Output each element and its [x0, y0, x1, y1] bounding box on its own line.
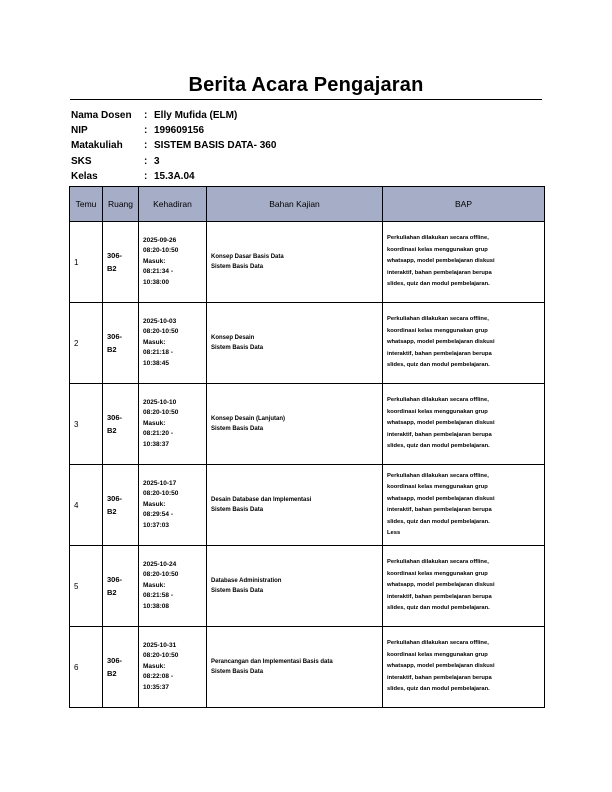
kehadiran-line: 10:35:37: [143, 683, 170, 691]
cell-ruang: [103, 465, 139, 546]
attendance-table: [69, 186, 545, 708]
cell-bap: [383, 627, 545, 708]
kehadiran-line: 08:21:34 -: [143, 268, 173, 276]
bap-line: whatsapp, model pembelajaran diskusi: [387, 339, 495, 346]
ruang-line: 306-: [107, 251, 123, 260]
bap-line: Perkuliahan dilakukan secara offline,: [387, 397, 489, 404]
cell-bahan-kajian: [207, 384, 383, 465]
info-colon: :: [144, 140, 148, 152]
bap-line: whatsapp, model pembelajaran diskusi: [387, 495, 495, 502]
info-row-kelas: [71, 169, 276, 184]
bahan-line: Sistem Basis Data: [211, 345, 264, 351]
kehadiran-line: Masuk:: [143, 500, 166, 508]
ruang-line: 306-: [107, 656, 123, 665]
table-row: [70, 546, 545, 627]
cell-bahan-kajian: [207, 465, 383, 546]
bahan-line: Database Administration: [211, 577, 282, 584]
table-row: [70, 222, 545, 303]
kehadiran-line: 08:20-10:50: [143, 571, 179, 579]
bap-line: Less: [387, 530, 401, 536]
bap-line: whatsapp, model pembelajaran diskusi: [387, 258, 495, 265]
kehadiran-line: 08:21:20 -: [143, 430, 173, 438]
info-label: Kelas: [71, 170, 98, 182]
ruang-line: 306-: [107, 332, 123, 341]
table-row: [70, 384, 545, 465]
table-row: [70, 303, 545, 384]
header-bahan-kajian: Bahan Kajian: [207, 187, 383, 222]
bahan-line: Sistem Basis Data: [211, 588, 264, 594]
bap-line: slides, quiz dan modul pembelajaran.: [387, 518, 490, 525]
bap-line: Perkuliahan dilakukan secara offline,: [387, 640, 489, 647]
info-row-nama-dosen: [71, 108, 276, 123]
bahan-line: Sistem Basis Data: [211, 507, 264, 513]
cell-kehadiran: [139, 303, 207, 384]
cell-kehadiran: [139, 384, 207, 465]
bap-line: Perkuliahan dilakukan secara offline,: [387, 316, 489, 323]
info-row-nip: [71, 123, 276, 138]
cell-kehadiran: [139, 627, 207, 708]
kehadiran-line: Masuk:: [143, 662, 166, 670]
bap-line: whatsapp, model pembelajaran diskusi: [387, 420, 495, 427]
kehadiran-line: 10:38:08: [143, 602, 170, 610]
info-label: Nama Dosen: [71, 110, 132, 121]
header-temu: Temu: [70, 187, 103, 222]
kehadiran-line: 08:29:54 -: [143, 511, 173, 519]
cell-temu: 4: [70, 465, 103, 546]
info-row-matakuliah: [71, 138, 276, 153]
bap-line: koordinasi kelas menggunakan grup: [387, 484, 488, 490]
table-body: [70, 222, 545, 708]
kehadiran-line: 10:38:45: [143, 359, 170, 367]
ruang-line: B2: [107, 426, 117, 435]
info-value: 15.3A.04: [154, 170, 195, 182]
kehadiran-line: 08:20-10:50: [143, 247, 179, 255]
kehadiran-line: 08:20-10:50: [143, 328, 179, 336]
cell-temu: 3: [70, 384, 103, 465]
kehadiran-line: 08:22:08 -: [143, 673, 173, 681]
ruang-line: 306-: [107, 413, 123, 422]
cell-bahan-kajian: [207, 627, 383, 708]
info-value: 199609156: [154, 125, 205, 137]
kehadiran-line: 10:38:00: [143, 278, 170, 286]
bap-line: Perkuliahan dilakukan secara offline,: [387, 559, 489, 566]
info-value: SISTEM BASIS DATA- 360: [154, 140, 277, 152]
kehadiran-line: Masuk:: [143, 257, 166, 265]
kehadiran-line: Masuk:: [143, 581, 166, 589]
bahan-line: Desain Database dan Implementasi: [211, 496, 312, 503]
bap-line: whatsapp, model pembelajaran diskusi: [387, 663, 495, 670]
kehadiran-line: 2025-10-31: [143, 641, 177, 649]
kehadiran-line: 08:20-10:50: [143, 490, 179, 498]
cell-bap: [383, 384, 545, 465]
cell-bap: [383, 222, 545, 303]
bap-line: whatsapp, model pembelajaran diskusi: [387, 582, 495, 589]
info-label: NIP: [71, 125, 88, 137]
cell-kehadiran: [139, 222, 207, 303]
ruang-line: B2: [107, 669, 117, 678]
cell-temu: 5: [70, 546, 103, 627]
bap-line: Perkuliahan dilakukan secara offline,: [387, 235, 489, 242]
cell-kehadiran: [139, 465, 207, 546]
bahan-line: Konsep Desain: [211, 334, 255, 341]
info-value: Elly Mufida (ELM): [154, 110, 238, 121]
bap-line: koordinasi kelas menggunakan grup: [387, 327, 488, 334]
kehadiran-line: 10:38:37: [143, 440, 170, 448]
info-colon: :: [144, 155, 148, 167]
table-header-row: [70, 187, 545, 222]
cell-temu: 1: [70, 222, 103, 303]
kehadiran-line: 08:20-10:50: [143, 409, 179, 417]
bahan-line: Perancangan dan Implementasi Basis data: [211, 658, 333, 665]
info-colon: :: [144, 110, 148, 121]
header-kehadiran: Kehadiran: [139, 187, 207, 222]
cell-temu: 6: [70, 627, 103, 708]
header-bap: BAP: [383, 187, 545, 222]
info-block: [71, 108, 276, 184]
cell-bap: [383, 303, 545, 384]
kehadiran-line: 08:20-10:50: [143, 652, 179, 660]
ruang-line: B2: [107, 588, 117, 597]
cell-ruang: [103, 627, 139, 708]
ruang-line: B2: [107, 345, 117, 354]
cell-bap: [383, 546, 545, 627]
bap-line: interaktif, bahan pembelajaran berupa: [387, 507, 492, 513]
cell-bahan-kajian: [207, 222, 383, 303]
kehadiran-line: 2025-10-24: [143, 560, 177, 568]
kehadiran-line: 10:37:03: [143, 521, 170, 529]
page-title: Berita Acara Pengajaran: [188, 74, 424, 96]
ruang-line: B2: [107, 264, 117, 273]
cell-ruang: [103, 222, 139, 303]
bap-line: slides, quiz dan modul pembelajaran.: [387, 443, 490, 450]
bap-line: interaktif, bahan pembelajaran berupa: [387, 593, 492, 600]
ruang-line: 306-: [107, 575, 123, 584]
kehadiran-line: 2025-10-17: [143, 479, 177, 487]
info-label: SKS: [71, 155, 92, 167]
bap-line: koordinasi kelas menggunakan grup: [387, 246, 488, 253]
bahan-line: Sistem Basis Data: [211, 264, 264, 270]
info-colon: :: [144, 170, 148, 182]
kehadiran-line: 08:21:58 -: [143, 592, 173, 600]
kehadiran-line: 08:21:18 -: [143, 349, 173, 357]
kehadiran-line: Masuk:: [143, 419, 166, 427]
cell-bap: [383, 465, 545, 546]
cell-ruang: [103, 546, 139, 627]
kehadiran-line: Masuk:: [143, 338, 166, 346]
bap-line: Perkuliahan dilakukan secara offline,: [387, 472, 489, 479]
cell-temu: 2: [70, 303, 103, 384]
cell-kehadiran: [139, 546, 207, 627]
bap-line: slides, quiz dan modul pembelajaran.: [387, 281, 490, 288]
info-row-sks: [71, 154, 276, 169]
info-colon: :: [144, 125, 148, 137]
bap-line: slides, quiz dan modul pembelajaran.: [387, 605, 490, 612]
cell-bahan-kajian: [207, 303, 383, 384]
cell-bahan-kajian: [207, 546, 383, 627]
bap-line: interaktif, bahan pembelajaran berupa: [387, 350, 492, 357]
bap-line: interaktif, bahan pembelajaran berupa: [387, 431, 492, 438]
cell-ruang: [103, 384, 139, 465]
bahan-line: Konsep Dasar Basis Data: [211, 253, 284, 260]
cell-ruang: [103, 303, 139, 384]
bap-line: interaktif, bahan pembelajaran berupa: [387, 674, 492, 681]
title-underline: [70, 99, 542, 100]
bahan-line: Konsep Desain (Lanjutan): [211, 415, 286, 422]
bap-line: koordinasi kelas menggunakan grup: [387, 651, 488, 658]
bahan-line: Sistem Basis Data: [211, 426, 264, 432]
ruang-line: B2: [107, 507, 117, 516]
info-value: 3: [154, 155, 160, 167]
bap-line: slides, quiz dan modul pembelajaran.: [387, 362, 490, 369]
bap-line: interaktif, bahan pembelajaran berupa: [387, 269, 492, 276]
kehadiran-line: 2025-10-03: [143, 317, 177, 325]
bahan-line: Sistem Basis Data: [211, 669, 264, 675]
bap-line: koordinasi kelas menggunakan grup: [387, 570, 488, 577]
info-label: Matakuliah: [71, 140, 123, 152]
kehadiran-line: 2025-10-10: [143, 398, 177, 406]
header-ruang: Ruang: [103, 187, 139, 222]
table-row: [70, 465, 545, 546]
table-row: [70, 627, 545, 708]
bap-line: slides, quiz dan modul pembelajaran.: [387, 686, 490, 693]
ruang-line: 306-: [107, 494, 123, 503]
bap-line: koordinasi kelas menggunakan grup: [387, 408, 488, 415]
kehadiran-line: 2025-09-26: [143, 236, 177, 244]
